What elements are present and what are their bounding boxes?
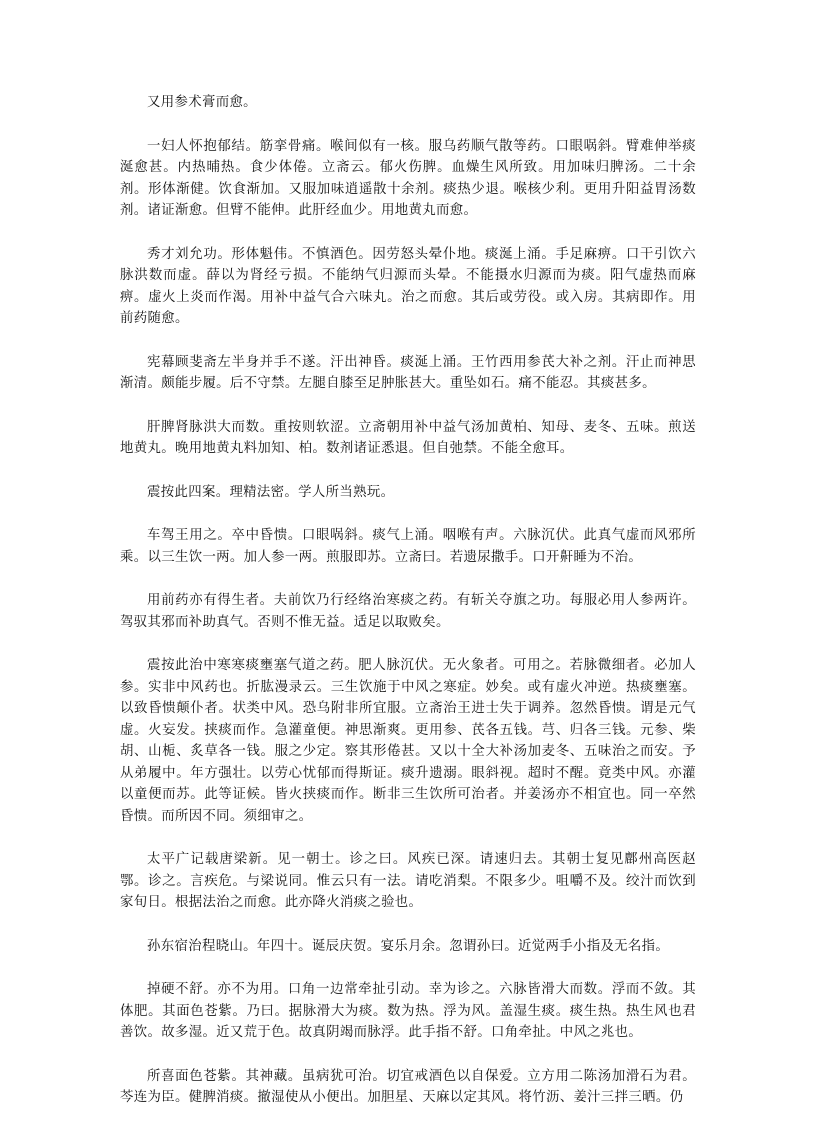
paragraph: 又用参术膏而愈。 bbox=[147, 95, 257, 110]
paragraph: 掉硬不舒。亦不为用。口角一边常牵扯引动。幸为诊之。六脉皆滑大而数。浮而不敛。其体肥。其面色苍紫。乃曰。据脉滑大为痰。数为热。浮为风。盖湿生痰。痰生热。热生风也君善饮。故多湿。近又荒于色。故真阴竭而脉浮。此手指不舒。口角牵扯。中风之兆也。 bbox=[120, 982, 696, 1040]
document-page bbox=[120, 92, 696, 1131]
paragraph: 震按此治中寒寒痰壅塞气道之药。肥人脉沉伏。无火象者。可用之。若脉微细者。必加人参。实非中风药也。折肱漫录云。三生饮施于中风之寒症。妙矣。或有虚火冲逆。热痰壅塞。以致昏愦颠仆者。状类中风。恐乌附非所宜服。立斋治王进士失于调养。忽然昏愦。谓是元气虚。火妄发。挟痰而作。急灌童便。神思渐爽。更用参、芪各五钱。芎、归各三钱。元参、柴胡、山栀、炙草各一钱。服之少定。察其形倦甚。又以十全大补汤加麦冬、五味治之而安。予从弟履中。年方强壮。以劳心忧郁而得斯证。痰升遗溺。眼斜视。超时不醒。竟类中风。亦灌以童便而苏。此等证候。皆火挟痰而作。断非三生饮所可治者。并姜汤亦不相宜也。同一卒然昏愦。而所因不同。须细审之。 bbox=[120, 658, 696, 824]
paragraph: 所喜面色苍紫。其神藏。虽病犹可治。切宜戒酒色以自保爱。立方用二陈汤加滑石为君。芩连为臣。健脾消痰。撤湿使从小便出。加胆星、天麻以定其风。将竹沥、姜汁三拌三晒。仍 bbox=[120, 1068, 696, 1105]
paragraph: 一妇人怀抱郁结。筋挛骨痛。喉间似有一核。服乌药顺气散等药。口眼㖞斜。臂难伸举痰涎愈甚。内热晡热。食少体倦。立斋云。郁火伤脾。血燥生风所致。用加味归脾汤。二十余剂。形体渐健。饮食渐加。又服加味逍遥散十余剂。痰热少退。喉核少利。更用升阳益胃汤数剂。诸证渐愈。但臂不能伸。此肝经血少。用地黄丸而愈。 bbox=[120, 138, 696, 218]
paragraph: 震按此四案。理精法密。学人所当熟玩。 bbox=[147, 484, 395, 500]
paragraph: 太平广记载唐梁新。见一朝士。诊之曰。风疾已深。请速归去。其朝士复见鄜州高医赵鄂。诊之。言疾危。与梁说同。惟云只有一法。请吃消梨。不限多少。咀嚼不及。绞汁而饮到家旬日。根据法治之而愈。此亦降火消痰之验也。 bbox=[120, 852, 696, 910]
paragraph: 宪幕顾斐斋左半身并手不遂。汗出神昏。痰涎上涌。王竹西用参芪大补之剂。汗止而神思渐清。颇能步履。后不守禁。左腿自膝至足肿胀甚大。重坠如石。痛不能忍。其痰甚多。 bbox=[120, 354, 696, 391]
paragraph: 用前药亦有得生者。夫前饮乃行经络治寒痰之药。有斩关夺旗之功。每服必用人参两许。驾驭其邪而补助真气。否则不惟无益。适足以取败矣。 bbox=[120, 593, 696, 630]
paragraph: 车驾王用之。卒中昏愦。口眼㖞斜。痰气上涌。咽喉有声。六脉沉伏。此真气虚而风邪所乘。以三生饮一两。加人参一两。煎服即苏。立斋曰。若遗尿撒手。口开鼾睡为不治。 bbox=[120, 528, 696, 565]
paragraph: 孙东宿治程晓山。年四十。诞辰庆贺。宴乐月余。忽谓孙曰。近觉两手小指及无名指。 bbox=[147, 938, 670, 954]
paragraph: 肝脾肾脉洪大而数。重按则软涩。立斋朝用补中益气汤加黄柏、知母、麦冬、五味。煎送地黄丸。晚用地黄丸料加知、柏。数剂诸证悉退。但自弛禁。不能全愈耳。 bbox=[120, 419, 696, 456]
paragraph: 秀才刘允功。形体魁伟。不慎酒色。因劳怒头晕仆地。痰涎上涌。手足麻痹。口干引饮六脉洪数而虚。薛以为肾经亏损。不能纳气归源而头晕。不能摄水归源而为痰。阳气虚热而麻痹。虚火上炎而作渴。用补中益气合六味丸。治之而愈。其后或劳役。或入房。其病即作。用前药随愈。 bbox=[120, 246, 696, 326]
